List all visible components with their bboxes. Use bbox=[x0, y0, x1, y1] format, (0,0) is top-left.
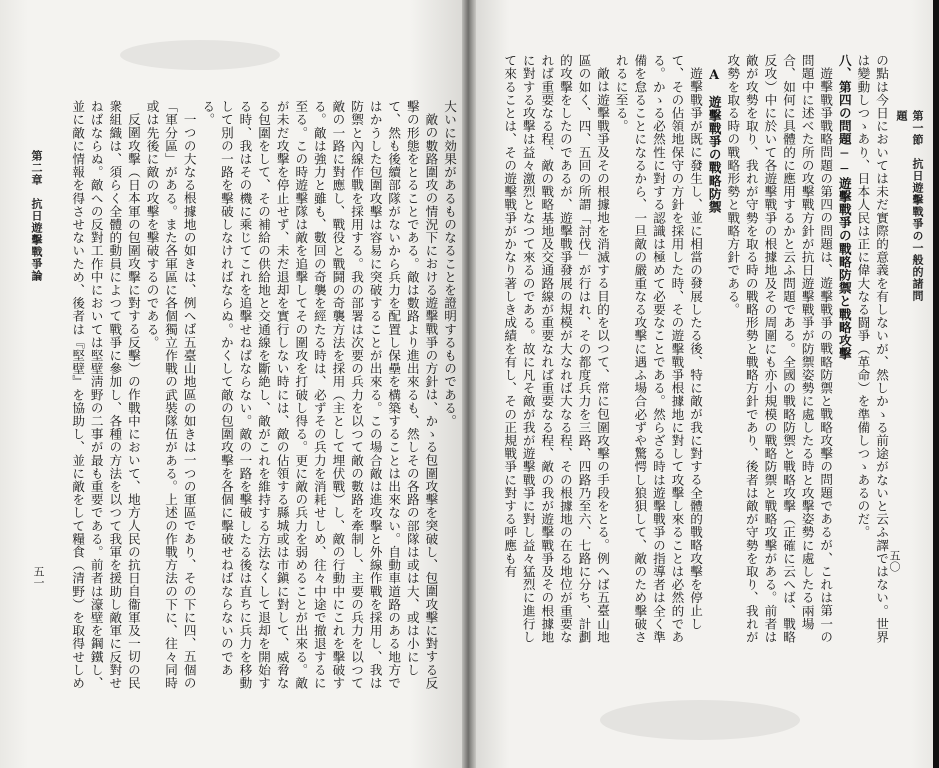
paragraph: 大いに効果があるものなることを證明するものである。 bbox=[442, 100, 457, 428]
paragraph: 遊擊戰爭が既に發生し、並に相當の發展したる後、特に敵が我に對する全體的戰略攻擊を停止して、その佔領地保守の方針を採用した時、その遊擊戰爭根據地に對して攻擊し來ることは必然的である。かゝる必然性に對する認識は極めて必要なことである。然らざる時は遊擊戰爭の指導者は全く準備を怠ることになるから、一旦敵の嚴重なる攻擊に遇ふ場合必ずや驚愕し狼狽して、敵のため擊破されるに至る。 bbox=[613, 54, 704, 644]
paragraph: 敵の數路圍攻の情況下における遊擊戰爭の方針は、かゝる包圍攻擊を突破し、包圍攻擊に對する反擊の形態をとることである。敵は數路より進出來るも、然しその各路の部隊は或は大、或は小にして、然も後續部隊がないから兵力を配置し保壘を構築することは出來ない。自動車道路のある地方ではかうした包圍攻擊は容易に突破することが出來る。この場合敵は進攻擊と外線作戰を採用し、我は防禦と內線作戰を採用する。我の部署は次要の兵力を以つて敵の數路を牽制し、主要の兵力を以つて敵の一路に對應し、戰役と戰鬪の奇襲方法を採用（主として埋伏戰）し、敵の行動中にこれを擊破する。敵は強力と雖も、數回の奇襲を經たる時は、必ずその兵力を消耗せしめ、往々中途で撤退するに至る。この時遊擊隊は敵を追擊してその圍攻を打破し得る。更に敵の兵力を弱めることが出來る。敵が未だ攻擊を停止せず、未だ退却を實行しない時には、敵の佔領する縣城或は市鎭に對して、威脅なる包圍をして、その補給の供給地と交通線を斷絶し、敵がこれを維持する方法なくして退却を開始する時、我はその機に乘じてこれを追擊せねばならない。敵の一路を擊破したる後は直ちに兵力を移動して別の一路を擊破しなければならぬ。かくして敵の包圍攻擊を各個に擊破せねばならないのである。 bbox=[200, 100, 439, 690]
body-text-right bbox=[482, 54, 890, 654]
paragraph: 一つの大なる根據地の如きは、例へば五臺山地區の如きは一つの軍區であり、その下に四、五個の「軍分區」がある。また各軍區に各個獨立作戰の武裝隊伍がある。上述の作戰方法の下に、往々同時或は先後に敵の攻擊を擊破するのである。 bbox=[144, 100, 197, 690]
paragraph: 敵は遊擊戰爭及その根據地を消滅する目的を以つて、常に包圍攻擊の手段をとる。例へば五臺山地區の如く、四、五回の所謂「討伐」が行はれ、その都度兵力を三路、四路乃至六、七路に分ち、計劃的攻擊をしたのであるが、遊擊戰爭發展の規模が大なれば大なる程、その根據地の在る地位が重要なれば重要なる程、敵の戰略基地及交通路線が重要なれば重要なる程、敵の我が遊擊戰爭及その根據地に對する攻擊は益々激烈となつて來るのである。故に凡そ敵が我が遊擊戰爭に對し益々猛烈に進行して來ることは、その遊擊戰爭がかなり著しき成績を有し、その正規戰爭に對する呼應も有 bbox=[502, 54, 611, 644]
paragraph: の點は今日においては未だ實際的意義を有しないが、然しかゝる前途がないと云ふ譯ではない。世界は變動しつゝあり、日本人民は正に偉大なる闘爭（革命）を準備しつゝあるのだ。 bbox=[855, 54, 889, 644]
section-heading: 八、第四の問題──遊擊戰爭の戰略防禦と戰略攻擊 bbox=[836, 54, 852, 361]
scan-edge-right bbox=[933, 0, 939, 768]
body-text-left bbox=[66, 100, 458, 700]
scan-smudge bbox=[600, 700, 800, 740]
paragraph: 遊擊戰爭戰略問題の第四の問題は、遊擊戰爭の戰略防禦と戰略攻擊の問題であるが、これは第一の問題中に述べた所の攻擊戰方針が抗日遊擊戰爭が防禦姿勢に處したる時と攻擊姿勢に處したる兩場合、如何に具體的に應用するかと云ふ問題である。全國の戰略防禦と戰略攻擊（正確に云へば、戰略反攻）中に於いて各遊擊戰爭の根據地及その周圍にも亦小規模の戰略防禦と戰略攻擊がある。前者は敵が攻勢を取り、我れが守勢を取る時の戰略形勢と戰略方針であり、後者は敵が守勢を取り、我れが攻勢を取る時の戰略形勢と戰略方針である。 bbox=[725, 54, 834, 644]
running-header-right: 第一節 抗日遊擊戰爭の一般的諸問題 bbox=[895, 110, 924, 302]
scan-smudge bbox=[120, 40, 280, 70]
book-gutter bbox=[462, 0, 476, 768]
subsection-heading: A 遊擊戰爭の戰略防禦 bbox=[706, 66, 722, 214]
paragraph: 反圍攻擊（日本軍の包圍攻擊に對する反擊）の作戰中において、地方人民の抗日自衞軍及一切の民衆組織は、須らく全體的動員によつて戰爭に參加し、各種の方法を以つて我軍を援助し敵軍に反對せねばならぬ。敵への反對工作中においては堅壁淸野の二事が最も重要である。前者は濠壁を鋼鐵し、並に敵に情報を得させないため、後者は『堅壁』を協助し、並に敵をして糧食（清野）を取得せしめ bbox=[70, 100, 141, 690]
page-number-left: 五一 bbox=[32, 566, 45, 588]
page-number-right: 五〇 bbox=[888, 550, 901, 572]
running-header-left: 第二章 抗日遊擊戰爭論 bbox=[30, 150, 43, 282]
